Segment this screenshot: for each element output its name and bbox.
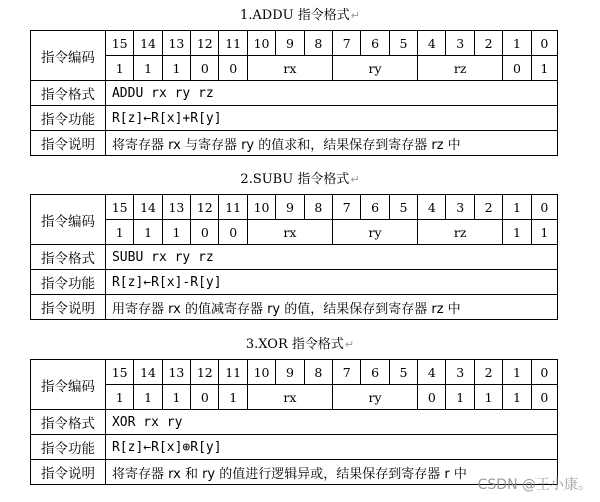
desc-value: 将寄存器 rx 与寄存器 ry 的值求和，结果保存到寄存器 rz 中: [105, 131, 557, 156]
instruction-table-xor: [30, 359, 558, 485]
instruction-table-addu: [30, 30, 558, 156]
bit-number: 10: [247, 195, 275, 220]
bit-number: 7: [332, 195, 360, 220]
format-row: [31, 410, 558, 435]
bit-number: 8: [304, 31, 332, 56]
desc-value: 用寄存器 rx 的值减寄存器 ry 的值，结果保存到寄存器 rz 中: [105, 295, 557, 320]
bit-number: 5: [389, 31, 417, 56]
bit-number: 14: [134, 31, 162, 56]
format-value: ADDU rx ry rz: [105, 81, 557, 106]
format-label: 指令格式: [31, 410, 106, 435]
bit-value: 1: [474, 385, 502, 410]
desc-value: 将寄存器 rx 和 ry 的值进行逻辑异或，结果保存到寄存器 r 中: [105, 460, 557, 485]
bit-number: 9: [276, 31, 304, 56]
bit-number: 11: [219, 360, 247, 385]
bit-number: 4: [418, 31, 446, 56]
field-rx: rx: [247, 385, 332, 410]
bit-value: 1: [134, 385, 162, 410]
bit-number-row: [31, 360, 558, 385]
bit-number: 2: [474, 31, 502, 56]
bit-number: 12: [191, 195, 219, 220]
field-rx: rx: [247, 220, 332, 245]
watermark: CSDN @王小康。: [477, 477, 592, 493]
paragraph-mark-icon: ↵: [350, 9, 360, 22]
bit-number: 12: [191, 360, 219, 385]
bit-value: 1: [105, 56, 133, 81]
bit-number: 12: [191, 31, 219, 56]
bit-number: 13: [162, 360, 190, 385]
bit-number: 9: [276, 195, 304, 220]
bit-number: 5: [389, 195, 417, 220]
bit-value: 1: [134, 56, 162, 81]
bit-number: 3: [446, 360, 474, 385]
function-row: [31, 106, 558, 131]
field-ry: ry: [332, 220, 417, 245]
bit-number-row: [31, 31, 558, 56]
section-title-text: 3.XOR 指令格式: [245, 337, 344, 352]
field-ry: ry: [332, 56, 417, 81]
bit-number: 0: [531, 31, 557, 56]
encoding-value-row: [31, 220, 558, 245]
bit-number: 2: [474, 360, 502, 385]
bit-value: 1: [531, 56, 557, 81]
bit-value: 1: [162, 385, 190, 410]
desc-row: [31, 295, 558, 320]
bit-number: 15: [105, 31, 133, 56]
field-ry: ry: [332, 385, 417, 410]
bit-number: 4: [418, 360, 446, 385]
function-label: 指令功能: [31, 106, 106, 131]
bit-number: 10: [247, 31, 275, 56]
bit-number: 6: [361, 360, 389, 385]
bit-number: 5: [389, 360, 417, 385]
bit-value: 1: [105, 220, 133, 245]
section-title-text: 2.SUBU 指令格式: [240, 172, 350, 187]
format-row: [31, 81, 558, 106]
desc-label: 指令说明: [31, 131, 106, 156]
bit-number: 15: [105, 360, 133, 385]
bit-number: 13: [162, 195, 190, 220]
function-row: [31, 270, 558, 295]
bit-value: 1: [105, 385, 133, 410]
bit-number: 10: [247, 360, 275, 385]
encoding-value-row: [31, 56, 558, 81]
bit-number: 1: [503, 195, 531, 220]
function-label: 指令功能: [31, 270, 106, 295]
function-value: R[z]←R[x]-R[y]: [105, 270, 557, 295]
instruction-table-subu: [30, 194, 558, 320]
paragraph-mark-icon: ↵: [350, 173, 360, 186]
desc-row: [31, 131, 558, 156]
section-title: [0, 4, 600, 28]
section-title: [0, 333, 600, 357]
bit-number: 9: [276, 360, 304, 385]
bit-number: 14: [134, 195, 162, 220]
field-rz: rz: [418, 56, 503, 81]
bit-value: 0: [191, 220, 219, 245]
function-value: R[z]←R[x]⊕R[y]: [105, 435, 557, 460]
bit-value: 0: [219, 220, 247, 245]
function-label: 指令功能: [31, 435, 106, 460]
bit-number: 8: [304, 195, 332, 220]
bit-number: 8: [304, 360, 332, 385]
bit-number: 7: [332, 31, 360, 56]
bit-number: 3: [446, 195, 474, 220]
format-row: [31, 245, 558, 270]
bit-value: 1: [219, 385, 247, 410]
bit-number: 7: [332, 360, 360, 385]
function-value: R[z]←R[x]+R[y]: [105, 106, 557, 131]
bit-number: 11: [219, 31, 247, 56]
desc-label: 指令说明: [31, 460, 106, 485]
field-rx: rx: [247, 56, 332, 81]
bit-value: 1: [446, 385, 474, 410]
section-title: [0, 168, 600, 192]
bit-value: 0: [219, 56, 247, 81]
encoding-label: 指令编码: [31, 195, 106, 245]
section-title-text: 1.ADDU 指令格式: [240, 8, 350, 23]
encoding-value-row: [31, 385, 558, 410]
bit-value: 1: [134, 220, 162, 245]
paragraph-mark-icon: ↵: [344, 338, 355, 351]
field-rz: rz: [418, 220, 503, 245]
bit-number: 11: [219, 195, 247, 220]
bit-value: 0: [191, 385, 219, 410]
bit-number: 6: [361, 31, 389, 56]
bit-number: 2: [474, 195, 502, 220]
format-label: 指令格式: [31, 81, 106, 106]
bit-value: 0: [531, 385, 557, 410]
bit-value: 1: [162, 56, 190, 81]
bit-number-row: [31, 195, 558, 220]
bit-number: 14: [134, 360, 162, 385]
encoding-label: 指令编码: [31, 31, 106, 81]
encoding-label: 指令编码: [31, 360, 106, 410]
function-row: [31, 435, 558, 460]
bit-number: 15: [105, 195, 133, 220]
bit-number: 0: [531, 195, 557, 220]
bit-number: 1: [503, 360, 531, 385]
bit-number: 13: [162, 31, 190, 56]
bit-value: 0: [191, 56, 219, 81]
bit-value: 1: [503, 385, 531, 410]
desc-label: 指令说明: [31, 295, 106, 320]
bit-number: 1: [503, 31, 531, 56]
bit-value: 1: [503, 220, 531, 245]
bit-value: 0: [503, 56, 531, 81]
format-value: XOR rx ry: [105, 410, 557, 435]
bit-number: 4: [418, 195, 446, 220]
bit-number: 6: [361, 195, 389, 220]
bit-number: 0: [531, 360, 557, 385]
bit-value: 1: [162, 220, 190, 245]
bit-number: 3: [446, 31, 474, 56]
format-value: SUBU rx ry rz: [105, 245, 557, 270]
bit-value: 1: [531, 220, 557, 245]
bit-value: 0: [418, 385, 446, 410]
format-label: 指令格式: [31, 245, 106, 270]
